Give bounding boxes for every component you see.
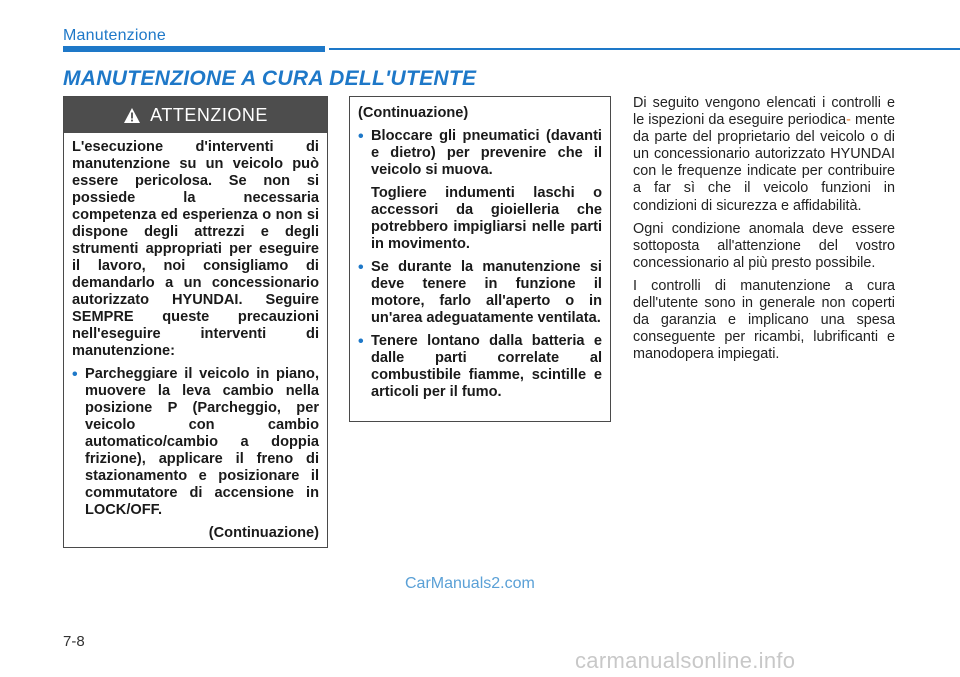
header-rule-thin xyxy=(329,48,960,50)
warning-label: ATTENZIONE xyxy=(150,104,268,125)
warning-triangle-icon xyxy=(123,107,141,124)
continuation-bullet-2: • Se durante la manutenzione si deve tenere in funzione il motore, farlo all'aperto o in un'area adeguatamente ventilata. xyxy=(358,259,602,327)
body-paragraph-2: Ogni condizione anomala deve essere sottoposta all'attenzione del vostro concessionario al più presto possibile. xyxy=(633,220,895,271)
warning-bullet-1: • Parcheggiare il veicolo in piano, muovere la leva cambio nella posizione P (Parcheggio, per veicolo con cambio automatico/cambio a doppia frizione), applicare il freno di stazionamento e posizionare il commutatore di accensione in LOCK/OFF. xyxy=(72,366,319,519)
watermark: CarManuals2.com xyxy=(405,575,535,592)
continuation-box xyxy=(349,96,611,422)
warning-body xyxy=(64,133,327,542)
continuation-body xyxy=(350,97,610,401)
continuation-bullet-3: • Tenere lontano dalla batteria e dalle parti correlate al combustibile fiamme, scintille e articoli per il fumo. xyxy=(358,333,602,401)
page-number: 7-8 xyxy=(63,633,85,650)
continuation-bullet-1-extra: Togliere indumenti laschi o accessori da gioielleria che potrebbero impigliarsi nelle parti in movimento. xyxy=(371,185,602,252)
body-text xyxy=(633,95,895,369)
section-label: Manutenzione xyxy=(63,27,166,44)
page-title: MANUTENZIONE A CURA DELL'UTENTE xyxy=(63,67,477,90)
body-paragraph-3: I controlli di manutenzione a cura dell'utente sono in generale non coperti da garanzia e implicano una spesa conseguente per ricambi, lubrificanti e manodopera impiegati. xyxy=(633,277,895,363)
continuation-bullet-1: • Bloccare gli pneumatici (davanti e dietro) per prevenire che il veicolo si muova. xyxy=(358,128,602,179)
header-rule-thick xyxy=(63,46,325,52)
warning-box xyxy=(63,96,328,548)
warning-intro: L'esecuzione d'interventi di manutenzione su un veicolo può essere pericolosa. Se non si possiede la necessaria competenza ed esperienza o non si dispone degli attrezzi e degli strumenti appropriati per eseguire il lavoro, noi consigliamo di demandarlo a un concessionario autorizzato HYUNDAI. Seguire SEMPRE queste precauzioni nell'eseguire interventi di manutenzione: xyxy=(72,139,319,359)
body-paragraph-1: Di seguito vengono elencati i controlli e le ispezioni da eseguire periodica- mente da parte del proprietario del veicolo o di un concessionario autorizzato HYUNDAI con le frequenze indicate per contribuire a far sì che il veicolo funzioni in condizioni di sicurezza e affidabilità. xyxy=(633,95,896,214)
footer-watermark: carmanualsonline.info xyxy=(575,648,796,673)
warning-header xyxy=(64,97,327,133)
continued-heading: (Continuazione) xyxy=(358,105,469,121)
continued-label: (Continuazione) xyxy=(208,525,319,541)
